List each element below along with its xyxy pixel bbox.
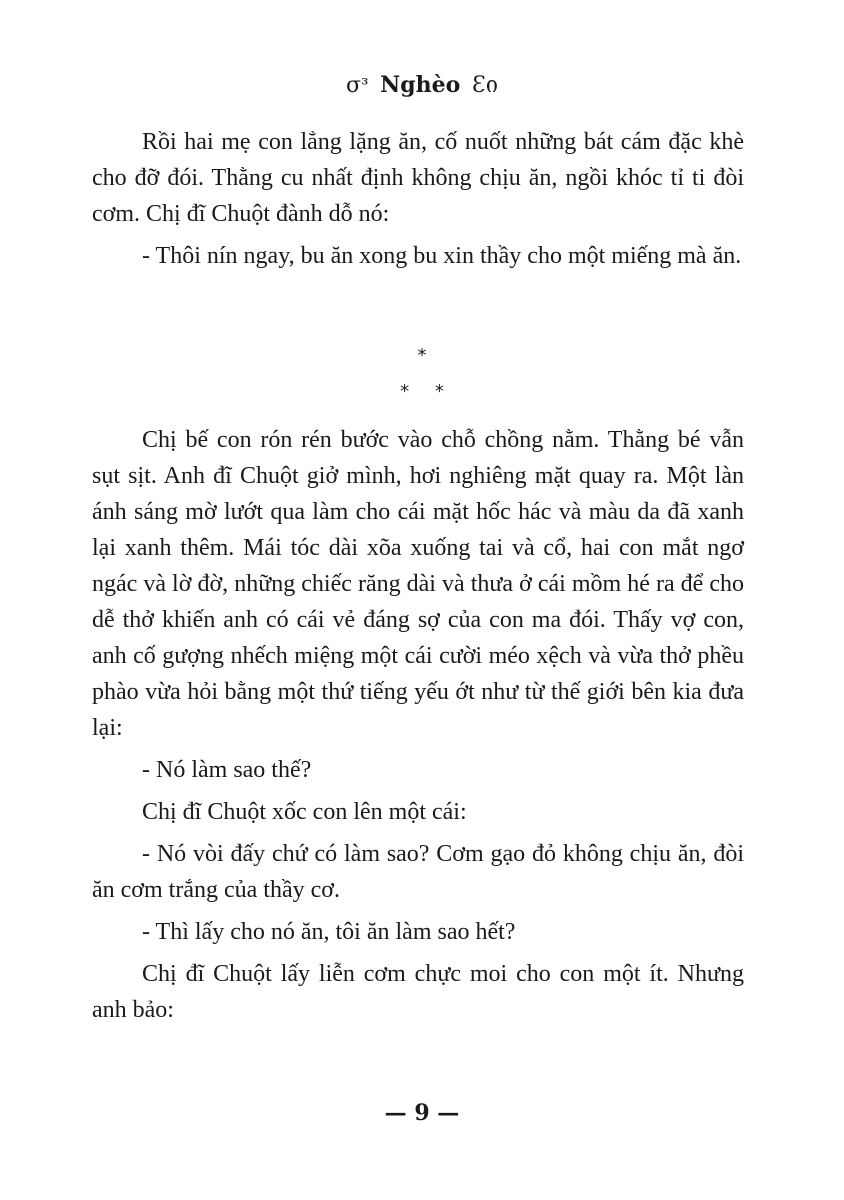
page-number: — 9 — bbox=[384, 1100, 460, 1126]
ornament-right-icon: Ɛი bbox=[472, 73, 499, 98]
ornament-left-icon: σᶟ bbox=[345, 73, 369, 98]
text-block-after-break bbox=[92, 422, 744, 1028]
paragraph: - Thì lấy cho nó ăn, tôi ăn làm sao hết? bbox=[142, 919, 516, 945]
section-break-top: * bbox=[417, 345, 427, 366]
section-break-bottom: * * bbox=[400, 381, 444, 402]
paragraph: - Thôi nín ngay, bu ăn xong bu xin thầy cho một miếng mà ăn. bbox=[142, 243, 742, 269]
running-header bbox=[0, 70, 844, 101]
text-block-before-break bbox=[92, 124, 744, 274]
chapter-title: Nghèo bbox=[380, 72, 461, 98]
paragraph: - Nó vòi đấy chứ có làm sao? Cơm gạo đỏ không chịu ăn, đòi ăn cơm trắng của thầy cơ. bbox=[92, 841, 744, 903]
paragraph: Chị bế con rón rén bước vào chỗ chồng nằm. Thằng bé vẫn sụt sịt. Anh đĩ Chuột giở mình, hơi nghiêng mặt quay ra. Một làn ánh sáng mờ lướt qua làm cho cái mặt hốc hác và màu da đã xanh lại xanh thêm. Mái tóc dài xõa xuống tai và cổ, hai con mắt ngơ ngác và lờ đờ, những chiếc răng dài và thưa ở cái mồm hé ra để cho dễ thở khiến anh có cái vẻ đáng sợ của con ma đói. Thấy vợ con, anh cố gượng nhếch miệng một cái cười méo xệch và vừa thở phều phào vừa hỏi bằng một thứ tiếng yếu ớt như từ thế giới bên kia đưa lại: bbox=[92, 427, 744, 741]
paragraph: - Nó làm sao thế? bbox=[142, 757, 312, 783]
paragraph: Chị đĩ Chuột lấy liễn cơm chực moi cho con một ít. Nhưng anh bảo: bbox=[92, 961, 744, 1023]
paragraph: Chị đĩ Chuột xốc con lên một cái: bbox=[142, 799, 467, 825]
paragraph: Rồi hai mẹ con lẳng lặng ăn, cố nuốt những bát cám đặc khè cho đỡ đói. Thằng cu nhất định không chịu ăn, ngồi khóc tỉ ti đòi cơm. Chị đĩ Chuột đành dỗ nó: bbox=[92, 129, 744, 227]
